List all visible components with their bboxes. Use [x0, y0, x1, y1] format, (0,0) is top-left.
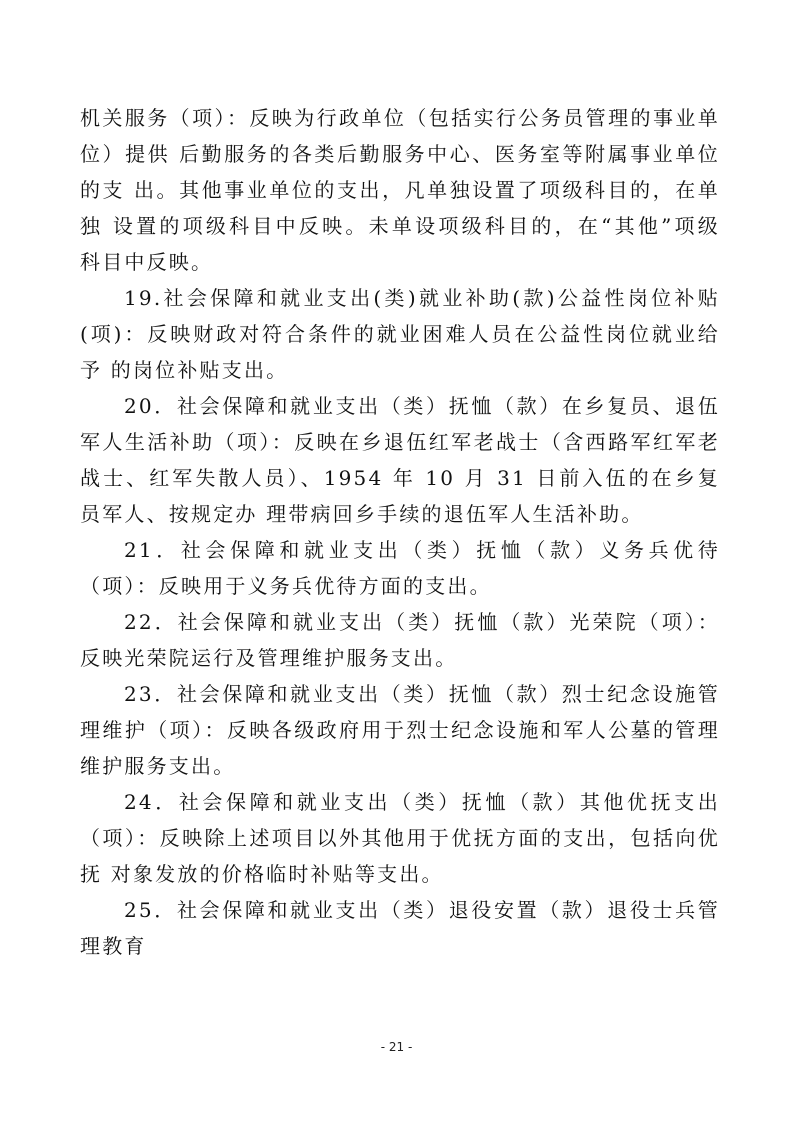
paragraph-item-23: 23．社会保障和就业支出（类）抚恤（款）烈士纪念设施管理维护（项）：反映各级政府用于烈士纪念设施和军人公墓的管理维护服务支出。: [80, 682, 720, 778]
paragraph-item-25: 25．社会保障和就业支出（类）退役安置（款）退役士兵管理教育: [80, 898, 720, 958]
paragraph-item-19: 19.社会保障和就业支出(类)就业补助(款)公益性岗位补贴(项)：反映财政对符合条件的就业困难人员在公益性岗位就业给予 的岗位补贴支出。: [80, 286, 720, 382]
paragraph-item-24: 24．社会保障和就业支出（类）抚恤（款）其他优抚支出（项）：反映除上述项目以外其他用于优抚方面的支出，包括向优抚 对象发放的价格临时补贴等支出。: [80, 790, 720, 886]
paragraph-item-21: 21．社会保障和就业支出（类）抚恤（款）义务兵优待（项）：反映用于义务兵优待方面的支出。: [80, 538, 720, 598]
document-body: [80, 100, 720, 964]
paragraph-item-20: 20．社会保障和就业支出（类）抚恤（款）在乡复员、退伍军人生活补助（项）：反映在乡退伍红军老战士（含西路军红军老战士、红军失散人员）、1954 年 10 月 31 日前入伍的在乡复员军人、按规定办 理带病回乡手续的退伍军人生活补助。: [80, 394, 720, 526]
paragraph-item-22: 22．社会保障和就业支出（类）抚恤（款）光荣院（项）：反映光荣院运行及管理维护服务支出。: [80, 610, 720, 670]
page-number: - 21 -: [380, 1040, 413, 1054]
paragraph-continuation-admin-services: 机关服务（项）：反映为行政单位（包括实行公务员管理的事业单位）提供 后勤服务的各类后勤服务中心、医务室等附属事业单位的支 出。其他事业单位的支出，凡单独设置了项级科目的，在单独 设置的项级科目中反映。未单设项级科目的，在“其他”项级 科目中反映。: [80, 106, 720, 274]
